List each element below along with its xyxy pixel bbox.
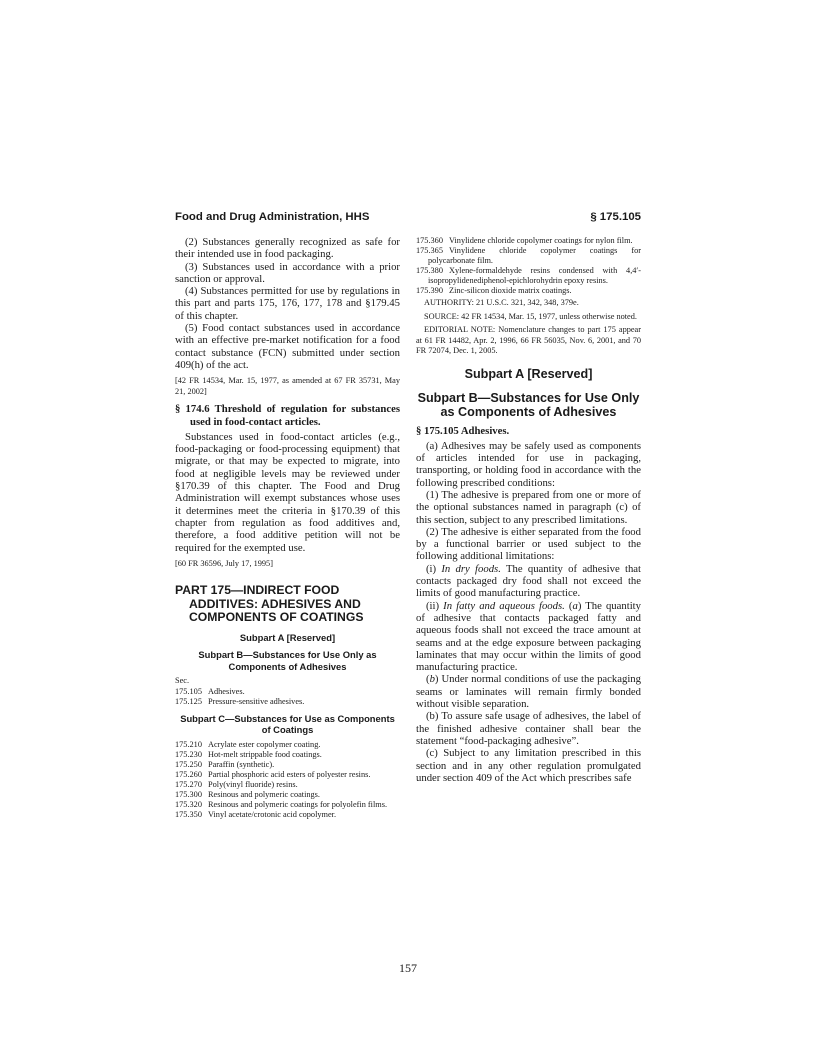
toc-item: 175.230 Hot-melt strippable food coatings. <box>175 749 322 759</box>
toc-item: 175.320 Resinous and polymeric coatings for polyolefin films. <box>175 799 388 809</box>
source-note: SOURCE: 42 FR 14534, Mar. 15, 1977, unless otherwise noted. <box>424 311 637 321</box>
paragraph: (5) Food contact substances used in accordance with an effective pre-market notification for a food contact substance (FCN) submitted under section 409(h) of the act. <box>175 322 400 371</box>
page-number: 157 <box>399 961 417 975</box>
paragraph: (2) Substances generally recognized as safe for their intended use in food packaging. <box>175 236 400 261</box>
toc-list <box>175 740 400 820</box>
running-header <box>175 211 641 225</box>
subpart-heading: Subpart A [Reserved] <box>464 366 593 381</box>
right-column <box>416 236 641 784</box>
section-heading: § 175.105 Adhesives. <box>416 424 510 437</box>
paragraph: Substances used in food-contact articles (e.g., food-packaging or food-processing equipment) that migrate, or that may be expected to migrate, into food at negligible levels may be reviewed under §170.39 of this chapter. The Food and Drug Administration will exempt substances whose uses it determines meet the criteria in §170.39 of this chapter from regulation as food additives and, therefore, a food additive petition will not be required for the exempted use. <box>175 430 400 554</box>
subpart-heading: Subpart B—Substances for Use Only as Components of Adhesives <box>417 390 640 419</box>
italic-label: In fatty and aqueous foods. <box>443 599 565 612</box>
part-title: PART 175—INDIRECT FOOD ADDITIVES: ADHESIVES AND COMPONENTS OF COATINGS <box>175 583 364 624</box>
toc-sec-label: Sec. <box>175 676 190 686</box>
toc-item: 175.360 Vinylidene chloride copolymer coatings for nylon film. <box>416 236 633 245</box>
paragraph: (2) The adhesive is either separated from the food by a functional barrier or used subject to the following additional limitations: <box>416 525 641 563</box>
paragraph: (ii) In fatty and aqueous foods. (a) The quantity of adhesive that contacts packaged fatty and aqueous foods shall not exceed the trace amount at seams and at the edge exposure between packaging laminates that may occur within the limits of good manufacturing practice. <box>416 599 641 674</box>
paragraph: (b) To assure safe usage of adhesives, the label of the finished adhesive container shall bear the statement “food-packaging adhesive”. <box>416 710 641 747</box>
toc-item: 175.250 Paraffin (synthetic). <box>175 759 275 769</box>
citation: [42 FR 14534, Mar. 15, 1977, as amended at 67 FR 35731, May 21, 2002] <box>175 376 400 396</box>
header-agency: Food and Drug Administration, HHS <box>175 211 370 223</box>
toc-item: 175.105 Adhesives. <box>175 686 245 696</box>
paragraph: (1) The adhesive is prepared from one or more of the optional substances named in paragraph (c) of this section, subject to any prescribed limitations. <box>416 488 641 526</box>
toc-item: 175.350 Vinyl acetate/crotonic acid copolymer. <box>175 809 337 819</box>
editorial-note: EDITORIAL NOTE: Nomenclature changes to part 175 appear at 61 FR 14482, Apr. 2, 1996, 66 FR 56035, Nov. 6, 2001, and 70 FR 72074, Dec. 1, 2005. <box>416 325 641 355</box>
toc-item: 175.390 Zinc-silicon dioxide matrix coatings. <box>416 286 572 295</box>
subpart-heading: Subpart A [Reserved] <box>239 631 336 643</box>
authority-note: AUTHORITY: 21 U.S.C. 321, 342, 348, 379e. <box>424 298 579 307</box>
paragraph: (a) Adhesives may be safely used as components of articles intended for use in packaging, transporting, or holding food in accordance with the following prescribed conditions: <box>416 439 641 489</box>
paragraph: (i) In dry foods. The quantity of adhesive that contacts packaged dry food shall not exceed the limits of good manufacturing practice. <box>416 562 642 600</box>
toc-item: 175.260 Partial phosphoric acid esters of polyester resins. <box>175 769 371 779</box>
left-column <box>175 236 400 820</box>
toc-item: 175.125 Pressure-sensitive adhesives. <box>175 696 305 706</box>
paragraph: (4) Substances permitted for use by regulations in this part and parts 175, 176, 177, 178 and §179.45 of this chapter. <box>175 285 400 322</box>
paragraph: (3) Substances used in accordance with a prior sanction or approval. <box>175 260 400 285</box>
toc-list <box>175 687 400 707</box>
subpart-heading: Subpart C—Substances for Use as Components of Coatings <box>180 712 395 736</box>
italic-label: In dry foods. <box>441 562 501 575</box>
paragraph: (b) Under normal conditions of use the packaging seams or laminates will remain firmly bonded without visible separation. <box>416 673 641 711</box>
toc-item: 175.365 Vinylidene chloride copolymer coatings for polycarbonate film. <box>416 246 641 265</box>
citation: [60 FR 36596, July 17, 1995] <box>175 558 273 568</box>
toc-item: 175.300 Resinous and polymeric coatings. <box>175 789 320 799</box>
paragraph: (c) Subject to any limitation prescribed in this section and in any other regulation promulgated under section 409 of the Act which prescribes safe <box>416 747 641 784</box>
toc-list <box>416 236 641 296</box>
toc-item: 175.210 Acrylate ester copolymer coating. <box>175 739 321 749</box>
section-heading: § 174.6 Threshold of regulation for substances used in food-contact articles. <box>175 403 400 428</box>
header-section: § 175.105 <box>590 211 641 223</box>
toc-item: 175.270 Poly(vinyl fluoride) resins. <box>175 779 298 789</box>
toc-item: 175.380 Xylene-formaldehyde resins condensed with 4,4′-isopropylidenediphenol-epichlorohydrin epoxy resins. <box>416 266 641 285</box>
subpart-heading: Subpart B—Substances for Use Only as Components of Adhesives <box>198 649 377 672</box>
